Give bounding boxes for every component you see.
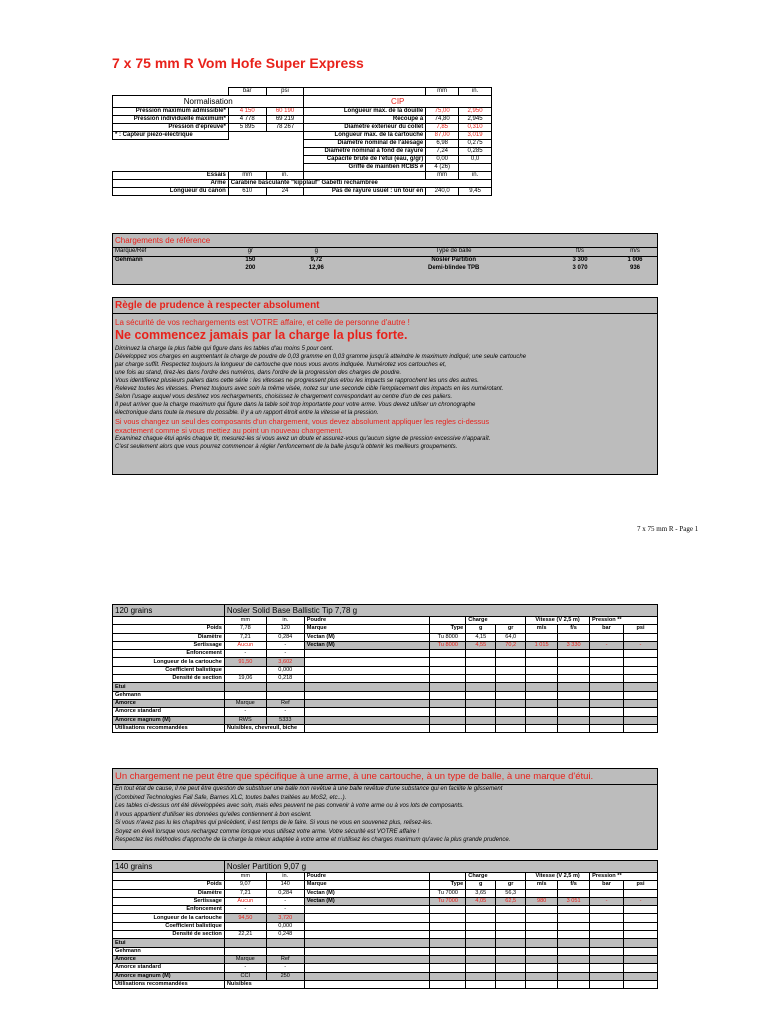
safety-text: Diminuez la charge la plus faible qui figure dans les tables d'au moins 5 pour cent. [115, 346, 334, 352]
load-grains: 120 grains [113, 605, 225, 617]
table-row: Diamètre 7,21 0,284 Vectan (M) Tu 8000 4,15 64,0 [113, 633, 658, 641]
cip-label: CIP [304, 96, 492, 108]
safety-text: Vous identifierez plusieurs paliers dans cette série : les vitesses ne progressent plus et/ou les impacts se rapprochent les uns des autres. [115, 378, 479, 384]
load-warning: Un chargement ne peut être que spécifique à une arme, à une cartouche, à un type de balle, à une marque d'étui. En tout état de cause, il ne peut être question de substituer une balle non revêtue à une balle revêtue d'une substance qui en facilite le glissement (Combined Technologies Fail Safe, Barnes XLC, toutes balles traitées au MoS2, etc...). Les tables ci-dessus ont été développées avec soin, mais elles peuvent ne pas convenir à votre arme ou à vos lots de composants. Il vous appartient d'utiliser les données qu'elles contiennent à bon escient. Si vous n'avez pas lu les chapitres qui précèdent, il est temps de le faire. Si vous ne vous en souvenez plus, relisez-les. Soyez en éveil lorsque vous rechargez comme lorsque vous utilisez votre arme. Votre sécurité est VOTRE affaire ! Respectez les méthodes d'approche de la charge la mieux adaptée à votre arme et n'utilisez les charges maximum qu'avec la plus grande prudence. [112, 768, 658, 850]
load-bullet: Nosler Solid Base Ballistic Tip 7,78 g [224, 605, 657, 617]
spec-row: * : Capteur piezo-electrique Longueur max. de la cartouche 87,00 3,019 [113, 132, 492, 140]
safety-text-red: Si vous changez un seul des composants d'un chargement, vous devez absolument appliquer les regles ci-dessus [115, 417, 490, 426]
safety-text: une fois au stand, tirez-les dans l'ordre des numéros, dans l'ordre de la progression des charges de poudre. [115, 370, 402, 376]
safety-text: C'est seulement alors que vous pourrez commencer à régler l'enfoncement de la balle jusqu'à obtenir les meilleurs groupements. [115, 444, 458, 450]
arme-value: Carabine basculante "kipplauf" Gabetti rechambree [228, 180, 491, 188]
reference-loads-header: Chargements de référence [113, 234, 657, 248]
unit-in: in. [459, 88, 492, 96]
arme-label: Arme [113, 180, 229, 188]
table-row: Gehmann 150 9,72 Nosler Partition 3 300 1 006 [115, 256, 643, 263]
table-row: Diamètre 7,21 0,284 Vectan (M) Tu 7000 3,65 56,3 [113, 889, 658, 897]
safety-text: par charge suffit. Respectez toujours la longueur de cartouche que nous vous avons indiquée. Numérotez vos cartouches et, [115, 362, 447, 368]
essais-label: Essais [113, 172, 229, 180]
spec-row: Pression maximum admissible* 4 150 60 190 Longueur max. de la douille 75,00 2,950 [113, 108, 492, 116]
table-row: Sertissage Aucun - Vectan (M) Tu 8000 4,55 70,2 1 015 3 330 - - [113, 641, 658, 649]
load-warning-title: Un chargement ne peut être que spécifique à une arme, à une cartouche, à un type de balle, à une marque d'étui. [113, 771, 657, 785]
load-table-140: 140 grains Nosler Partition 9,07 g mm in. Poudre Charge Vitesse (V 2,5 m) Pression ** Poids 9,07 140 Marque Type g gr m/s f/s bar psi Diamètre 7,21 0,284 Vectan (M) Tu 7000 3,65 56,3 Sertissage Aucun - Vectan (M) Tu 7000 4,05 62,5 980 3 051 - - Enfoncement - - Longueur de la cartouche 94,50 3,720 Coefficient balistique 0,000 Densité de section 22,21 0,248 Etui Gehmann Amorce Marque Ref Amorce standard - - Amorce magnum (M) CCI 250 Utilisations recommandées Nuisibles [112, 860, 658, 989]
safety-text: Selon l'usage auquel vous destinez vos rechargements, choisissez le chargement correspondant au centre d'un de ces paliers. [115, 394, 453, 400]
load-grains: 140 grains [113, 861, 225, 873]
spec-row: Pression d'epreuve* 5 895 78 267 Diamètre exterieur du collet 7,85 0,310 [113, 124, 492, 132]
safety-text: Il peut arriver que la charge maximum qui figure dans la table soit trop importante pour votre arme. Vous devez utiliser un chronographe [115, 402, 476, 408]
spec-row: Griffe de maintien RCBS # 4 (26) [113, 164, 492, 172]
canon-label: Longueur du canon [113, 188, 229, 196]
table-row: Sertissage Aucun - Vectan (M) Tu 7000 4,05 62,5 980 3 051 - - [113, 897, 658, 905]
spec-row: Capacite brute de l'etui (eau, g/gr) 0,00 0,0 [113, 156, 492, 164]
safety-text: Relevez toutes les vitesses. Prenez toujours avec soin la même visée, notez sur une seconde cible l'emplacement des impacts en les numérotant. [115, 386, 504, 392]
safety-rules [112, 297, 658, 475]
unit-bar: bar [228, 88, 266, 96]
load-bullet: Nosler Partition 9,07 g [224, 861, 657, 873]
safety-text-red: exactement comme si vous mettiez au point un nouveau chargement. [115, 426, 343, 435]
unit-mm: mm [426, 88, 459, 96]
normalisation-label: Normalisation [113, 96, 304, 108]
safety-subtitle: La sécurité de vos rechargements est VOTRE affaire, et celle de personne d'autre ! [115, 318, 410, 327]
table-row: 200 12,96 Demi-blindee TPB 3 070 936 [245, 264, 641, 271]
load-table-120: 120 grains Nosler Solid Base Ballistic Tip 7,78 g mm in. Poudre Charge Vitesse (V 2,5 m) Pression ** Poids 7,78 120 Marque Type g gr m/s f/s bar psi Diamètre 7,21 0,284 Vectan (M) Tu 8000 4,15 64,0 Sertissage Aucun - Vectan (M) Tu 8000 4,55 70,2 1 015 3 330 - - Enfoncement - - Longueur de la cartouche 91,50 3,602 Coefficient balistique 0,000 Densité de section 19,06 0,218 Etui Gehmann Amorce Marque Ref Amorce standard - - Amorce magnum (M) RWS 5333 Utilisations recommandées Nuisibles, chevreuil, biche [112, 604, 658, 733]
safety-warning: Ne commencez jamais par la charge la plus forte. [115, 328, 408, 342]
safety-text: Examinez chaque étui après chaque tir, mesurez-les si vous avez un doute et assurez-vous qu'aucun signe de pression excessive n'apparaît. [115, 436, 491, 442]
safety-title: Règle de prudence à respecter absolument [113, 300, 657, 314]
reference-loads: Chargements de référence Marque/Ref gr g Type de balle ft/s m/s Gehmann 150 9,72 Nosler Partition 3 300 1 006 200 12,96 Demi-blindee TPB 3 070 936 [112, 233, 658, 285]
safety-text: électronique dans toute la mesure du possible. Il y a un rapport étroit entre la vitesse et la pression. [115, 410, 379, 416]
unit-psi: psi [266, 88, 304, 96]
spec-row: Pression individuelle maximum* 4 778 69 219 Recoupe à 74,80 2,945 [113, 116, 492, 124]
page-footer: 7 x 75 mm R - Page 1 [637, 525, 699, 533]
spec-row: Diametre nominal à fond de rayure 7,24 0,285 [113, 148, 492, 156]
spec-row: Diametre nominal de l'alesage 6,98 0,275 [113, 140, 492, 148]
safety-text: Développez vos charges en augmentant la charge de poudre de 0,03 gramme en 0,03 gramme jusqu'à atteindre le maximum indiqué; une seule cartouche [115, 354, 527, 360]
page-title: 7 x 75 mm R Vom Hofe Super Express [112, 55, 364, 71]
spec-table: bar psi mm in. Normalisation CIP Pression maximum admissible* 4 150 60 190 Longueur max. de la douille 75,00 2,950 Pression individuelle maximum* 4 778 69 219 Recoupe à 74,80 2,945 Pression d'epreuve* 5 895 78 267 Diamètre exterieur du collet 7,85 0,310 * : Capteur piezo-electrique Longueur max. de la cartouche 87,00 3,019 Diametre nominal de l'alesage 6,98 0,275 Diametre nominal à fond de rayure 7,24 0,285 Capacite brute de l'etui (eau, g/gr) 0,00 0,0 Griffe de maintien RCBS # 4 (26) Essais mm in. mm in. Arme Carabine basculante "kipplauf" Gabetti rechambree Longueur du canon 610 24 Pas de rayure usuel : un tour en 240,0 9,45 [112, 87, 492, 196]
